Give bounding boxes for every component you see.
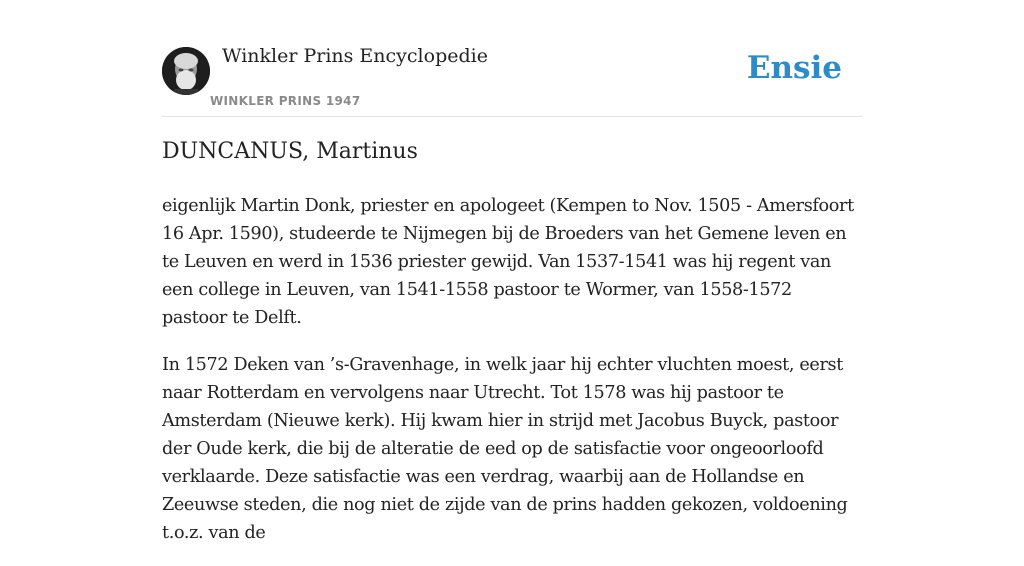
- site-subtitle[interactable]: WINKLER PRINS 1947: [210, 94, 361, 108]
- article-paragraph: eigenlijk Martin Donk, priester en apologeet (Kempen to Nov. 1505 - Amersfoort 16 Apr. 1590), studeerde te Nijmegen bij de Broeders van het Gemene leven en te Leuven en werd in 1536 priester gewijd. Van 1537-1541 was hij regent van een college in Leuven, van 1541-1558 pastoor te Wormer, van 1558-1572 pastoor te Delft.: [162, 196, 854, 328]
- site-title[interactable]: Winkler Prins Encyclopedie: [222, 45, 488, 67]
- site-header: [162, 0, 862, 117]
- ensie-logo[interactable]: Ensie: [746, 50, 842, 86]
- page-container: [162, 0, 862, 543]
- portrait-avatar-icon[interactable]: [162, 47, 210, 95]
- article-title: DUNCANUS, Martinus: [162, 139, 418, 164]
- article-paragraph: In 1572 Deken van ’s-Gravenhage, in welk jaar hij echter vluchten moest, eerst naar Rotterdam en vervolgens naar Utrecht. Tot 1578 was hij pastoor te Amsterdam (Nieuwe kerk). Hij kwam hier in strijd met Jacobus Buyck, pastoor der Oude kerk, die bij de alteratie de eed op de satisfactie voor ongeoorloofd verklaarde. Deze satisfactie was een verdrag, waarbij aan de Hollandse en Zeeuwse steden, die nog niet de zijde van de prins hadden gekozen, voldoening t.o.z. van de: [162, 355, 848, 543]
- article-content: [162, 192, 862, 566]
